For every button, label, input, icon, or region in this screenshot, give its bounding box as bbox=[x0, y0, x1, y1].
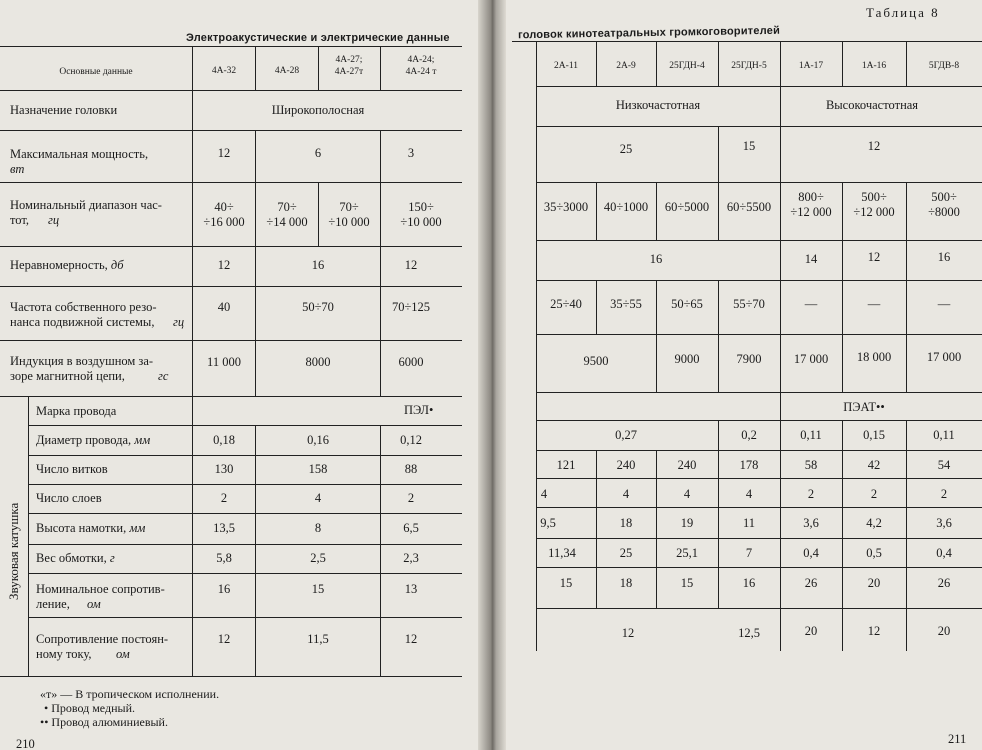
data-cell: 12 bbox=[217, 258, 231, 272]
data-cell: 16 bbox=[649, 252, 663, 266]
data-cell: 11,5 bbox=[307, 632, 329, 646]
data-cell: 800÷ ÷12 000 bbox=[790, 190, 832, 219]
row-label: Неравномерность, bbox=[10, 258, 108, 272]
row-label: Номинальный диапазон час- тот, bbox=[10, 198, 162, 227]
data-cell: 500÷ ÷12 000 bbox=[853, 190, 895, 219]
data-cell: 0,11 bbox=[933, 428, 955, 442]
data-cell: 130 bbox=[214, 462, 234, 476]
data-cell: 26 bbox=[937, 576, 951, 590]
row-unit: мм bbox=[134, 433, 151, 447]
row-unit: дб bbox=[110, 258, 124, 272]
data-cell: 0,18 bbox=[213, 433, 235, 447]
data-cell: 70÷125 bbox=[391, 300, 431, 314]
data-cell: 42 bbox=[867, 458, 881, 472]
data-cell: 13,5 bbox=[213, 521, 235, 535]
data-cell: 4,2 bbox=[866, 516, 882, 530]
data-cell: 3,6 bbox=[803, 516, 819, 530]
row-label: Частота собственного резо- нанса подвижной системы, bbox=[10, 300, 157, 329]
data-cell: 25÷40 bbox=[550, 297, 582, 311]
data-cell: 3,6 bbox=[936, 516, 952, 530]
data-cell: 2 bbox=[407, 491, 415, 505]
data-cell: Низкочастотная bbox=[615, 98, 701, 112]
data-cell: 8 bbox=[314, 521, 322, 535]
data-cell: 20 bbox=[804, 624, 818, 638]
row-unit: мм bbox=[129, 521, 146, 535]
data-cell: 0,2 bbox=[741, 428, 757, 442]
data-cell: Высокочастотная bbox=[825, 98, 919, 112]
coil-row-label: Номинальное сопротив- ление, bbox=[36, 582, 165, 611]
data-cell: 240 bbox=[616, 458, 636, 472]
row-unit: ом bbox=[116, 647, 130, 661]
row-label: Назначение головки bbox=[10, 103, 118, 117]
data-cell: 4 bbox=[622, 487, 630, 501]
data-cell: 12 bbox=[217, 146, 231, 160]
data-cell: 13 bbox=[404, 582, 418, 596]
coil-row-label: Вес обмотки, bbox=[36, 551, 107, 565]
coil-row-label: Сопротивление постоян- ному току, bbox=[36, 632, 169, 661]
data-cell: 19 bbox=[680, 516, 694, 530]
header-cell: 5ГДВ-8 bbox=[928, 61, 960, 71]
header-cell: 2А-9 bbox=[616, 61, 636, 71]
data-cell: 15 bbox=[311, 582, 325, 596]
header-cell: 4А-32 bbox=[211, 66, 237, 76]
data-cell: 35÷55 bbox=[610, 297, 642, 311]
data-cell: ПЭЛ• bbox=[404, 403, 434, 417]
data-cell: 25 bbox=[619, 142, 633, 156]
header-cell: Основные данные bbox=[59, 67, 133, 77]
data-cell: 2 bbox=[220, 491, 228, 505]
data-cell: 11 000 bbox=[207, 355, 241, 369]
data-cell: 0,4 bbox=[803, 546, 819, 560]
data-cell: 0,12 bbox=[400, 433, 422, 447]
data-cell: — bbox=[937, 297, 951, 311]
data-cell: 2 bbox=[940, 487, 948, 501]
data-cell: 54 bbox=[937, 458, 951, 472]
data-cell: 17 000 bbox=[793, 352, 829, 366]
data-cell: 9500 bbox=[583, 354, 609, 368]
data-cell: 25 bbox=[619, 546, 633, 560]
data-cell: 18 bbox=[619, 516, 633, 530]
data-cell: 12 bbox=[404, 632, 418, 646]
data-cell: ПЭАТ•• bbox=[843, 400, 885, 414]
right-table-title: головок кинотеатральных громкоговорителей bbox=[517, 24, 781, 42]
data-cell: 6 bbox=[314, 146, 322, 160]
coil-row-label: Высота намотки, bbox=[36, 521, 127, 535]
data-cell: 500÷ ÷8000 bbox=[928, 190, 960, 219]
row-unit: гс bbox=[158, 369, 169, 383]
row-unit: гц bbox=[48, 213, 60, 227]
data-cell: 55÷70 bbox=[733, 297, 765, 311]
row-unit: гц bbox=[173, 315, 185, 329]
data-cell: 12 bbox=[404, 258, 418, 272]
coil-group-label: Звуковая катушка bbox=[6, 502, 21, 600]
data-cell: 14 bbox=[804, 252, 818, 266]
data-cell: 40÷1000 bbox=[603, 200, 649, 214]
data-cell: 7 bbox=[745, 546, 753, 560]
data-cell: 40÷ ÷16 000 bbox=[203, 200, 245, 229]
left-table-title: Электроакустические и электрические данные bbox=[186, 32, 450, 44]
data-cell: 26 bbox=[804, 576, 818, 590]
row-unit: ом bbox=[87, 597, 101, 611]
data-cell: 0,11 bbox=[800, 428, 822, 442]
data-cell: 16 bbox=[311, 258, 325, 272]
data-cell: 4 bbox=[314, 491, 322, 505]
data-cell: 58 bbox=[804, 458, 818, 472]
data-cell: 40 bbox=[217, 300, 231, 314]
data-cell: 5,8 bbox=[216, 551, 232, 565]
table-label: Таблица 8 bbox=[866, 5, 940, 20]
header-cell: 2А-11 bbox=[554, 61, 578, 71]
header-cell: 1А-16 bbox=[861, 61, 887, 71]
footnote: •• Провод алюминиевый. bbox=[40, 715, 168, 729]
data-cell: 35÷3000 bbox=[543, 200, 589, 214]
data-cell: 6000 bbox=[398, 355, 424, 369]
data-cell: 11,34 bbox=[548, 546, 576, 560]
data-cell: 50÷65 bbox=[671, 297, 703, 311]
header-cell: 25ГДН-4 bbox=[669, 61, 705, 71]
data-cell: 16 bbox=[937, 250, 951, 264]
data-cell: 12 bbox=[621, 626, 635, 640]
book-gutter bbox=[478, 0, 506, 750]
data-cell: 18 bbox=[619, 576, 633, 590]
header-cell: 4А-27; 4А-27т bbox=[334, 55, 364, 77]
data-cell: 6,5 bbox=[403, 521, 419, 535]
data-cell: 2 bbox=[807, 487, 815, 501]
data-cell: 12 bbox=[217, 632, 231, 646]
data-cell: 60÷5500 bbox=[726, 200, 772, 214]
data-cell: 2,5 bbox=[310, 551, 326, 565]
data-cell: 15 bbox=[559, 576, 573, 590]
right-page bbox=[492, 0, 982, 750]
data-cell: 4 bbox=[745, 487, 753, 501]
data-cell: 15 bbox=[742, 139, 756, 153]
data-cell: 7900 bbox=[736, 352, 762, 366]
data-cell: 9000 bbox=[674, 352, 700, 366]
data-cell: 4 bbox=[683, 487, 691, 501]
data-cell: — bbox=[867, 297, 881, 311]
data-cell: 16 bbox=[742, 576, 756, 590]
footnote: «т» — В тропическом исполнении. bbox=[40, 687, 220, 701]
header-cell: 25ГДН-5 bbox=[731, 61, 767, 71]
header-cell: 1А-17 bbox=[798, 61, 824, 71]
data-cell: 158 bbox=[308, 462, 328, 476]
data-cell: 70÷ ÷10 000 bbox=[328, 200, 370, 229]
data-cell: 8000 bbox=[305, 355, 331, 369]
data-cell: 60÷5000 bbox=[664, 200, 710, 214]
page-number: 210 bbox=[16, 737, 35, 750]
data-cell: 12,5 bbox=[738, 626, 760, 640]
row-label: Индукция в воздушном за- зоре магнитной цепи, bbox=[10, 354, 154, 383]
data-cell: 0,16 bbox=[307, 433, 329, 447]
data-cell: 16 bbox=[217, 582, 231, 596]
data-cell: 18 000 bbox=[856, 350, 892, 364]
data-cell: 20 bbox=[867, 576, 881, 590]
data-cell: 12 bbox=[867, 139, 881, 153]
footnote: • Провод медный. bbox=[44, 701, 135, 715]
data-cell: 2,3 bbox=[403, 551, 419, 565]
data-cell: 70÷ ÷14 000 bbox=[266, 200, 308, 229]
data-cell: — bbox=[804, 297, 818, 311]
data-cell: 88 bbox=[404, 462, 418, 476]
data-cell: 50÷70 bbox=[302, 300, 334, 314]
data-cell: 0,15 bbox=[863, 428, 885, 442]
data-cell: 25,1 bbox=[676, 546, 698, 560]
coil-row-label: Число витков bbox=[36, 462, 108, 476]
page-number: 211 bbox=[948, 732, 967, 746]
data-cell: 12 bbox=[867, 250, 881, 264]
left-page bbox=[0, 0, 490, 750]
data-cell: 150÷ ÷10 000 bbox=[400, 200, 442, 229]
data-cell: 178 bbox=[739, 458, 759, 472]
coil-row-label: Число слоев bbox=[36, 491, 102, 505]
data-cell: 0,27 bbox=[615, 428, 637, 442]
header-cell: 4А-24; 4А-24 т bbox=[405, 55, 437, 77]
data-cell: 240 bbox=[677, 458, 697, 472]
header-cell: 4А-28 bbox=[274, 66, 300, 76]
data-cell: 3 bbox=[407, 146, 415, 160]
data-cell: 17 000 bbox=[926, 350, 962, 364]
data-cell: 121 bbox=[556, 458, 576, 472]
data-cell: 15 bbox=[680, 576, 694, 590]
data-cell: 2 bbox=[870, 487, 878, 501]
data-cell: 11 bbox=[742, 516, 756, 530]
data-cell: 4 bbox=[540, 487, 548, 501]
coil-row-label: Диаметр провода, bbox=[36, 433, 132, 447]
data-cell: Широкополосная bbox=[271, 103, 365, 117]
data-cell: 12 bbox=[867, 624, 881, 638]
coil-row-label: Марка провода bbox=[36, 404, 117, 418]
data-cell: 0,4 bbox=[936, 546, 952, 560]
data-cell: 20 bbox=[937, 624, 951, 638]
data-cell: 9,5 bbox=[540, 516, 556, 530]
data-cell: 0,5 bbox=[866, 546, 882, 560]
row-unit: вт bbox=[10, 162, 25, 176]
row-label: Максимальная мощность, bbox=[10, 147, 149, 161]
row-unit: г bbox=[109, 551, 115, 565]
